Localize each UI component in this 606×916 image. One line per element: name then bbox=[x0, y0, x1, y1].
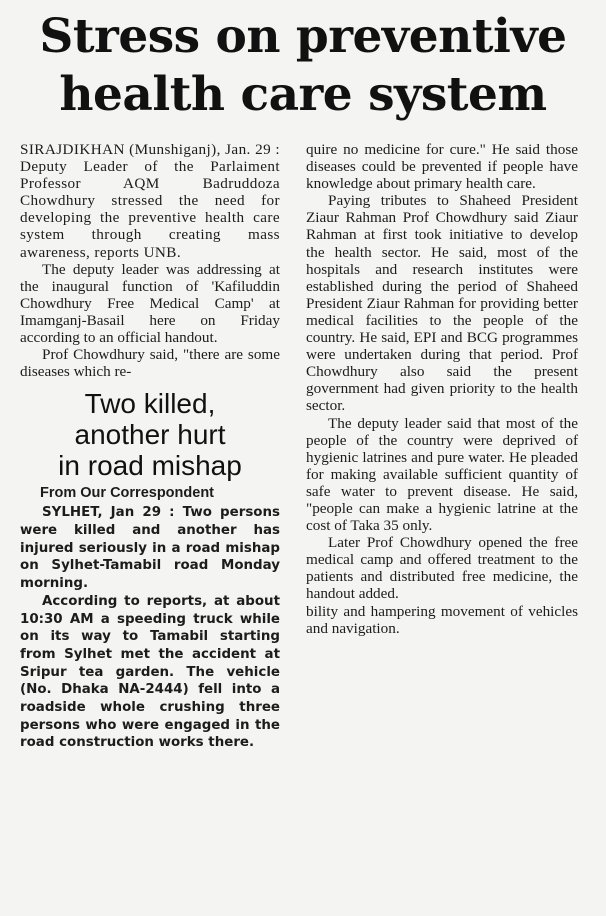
article-paragraph: Prof Chowdhury said, "there are some diseases which re- bbox=[20, 346, 280, 381]
second-headline-line-3: in road mishap bbox=[58, 450, 242, 482]
article-paragraph: SYLHET, Jan 29 : Two persons were killed and another has injured seriously in a road mishap on Sylhet-Tamabil road Monday morning. bbox=[20, 505, 280, 592]
article-paragraph: The deputy leader said that most of the people of the country were deprived of hygienic latrines and pure water. He pleaded for making available sufficient quantity of safe water to prevent disease. He said, "people can make a hygienic latrine at the cost of Taka 35 only. bbox=[306, 414, 578, 535]
article-paragraph: Paying tributes to Shaheed President Ziaur Rahman Prof Chowdhury said Ziaur Rahman at first took initiative to develop the health sector. He said, most of the hospitals and research institutes were established during the period of Shaheed President Ziaur Rahman for providing better medical facilities to the people of the country. He said, EPI and BCG programmes were undertaken during that period. Prof Chowdhury also said the present government had given priority to the health sector. bbox=[306, 192, 578, 415]
article-paragraph: According to reports, at about 10:30 AM a speeding truck while on its way to Tamabil starting from Sylhet met the accident at Sripur tea garden. The vehicle (No. Dhaka NA-2444) fell into a roadside whole crushing three persons who were engaged in the road construction works there. bbox=[20, 593, 280, 751]
second-story bbox=[20, 388, 280, 752]
byline: From Our Correspondent bbox=[40, 485, 215, 502]
article-paragraph: Later Prof Chowdhury opened the free medical camp and offered treatment to the patients and distributed free medicine, the handout added. bbox=[306, 534, 578, 603]
main-headline bbox=[4, 8, 602, 124]
article-paragraph: quire no medicine for cure." He said those diseases could be prevented if people have knowledge about primary health care. bbox=[306, 141, 578, 193]
main-headline-line-2: health care system bbox=[59, 67, 547, 122]
right-column bbox=[306, 141, 578, 637]
second-headline-line-2: another hurt bbox=[74, 419, 226, 451]
article-paragraph: bility and hampering movement of vehicles and navigation. bbox=[306, 602, 578, 637]
second-headline-line-1: Two killed, bbox=[84, 388, 216, 420]
second-story-headline bbox=[20, 388, 280, 481]
left-column bbox=[20, 141, 280, 752]
main-headline-line-1: Stress on preventive bbox=[39, 9, 567, 64]
article-paragraph: SIRAJDIKHAN (Munshiganj), Jan. 29 : Deputy Leader of the Parlaiment Professor AQM Badruddoza Chowdhury stressed the need for developing the preventive health care system through creating mass awareness, reports UNB. bbox=[20, 141, 280, 261]
article-paragraph: The deputy leader was addressing at the inaugural function of 'Kafiluddin Chowdhury Free Medical Camp' at Imamganj-Basail here on Friday according to an official handout. bbox=[20, 260, 280, 347]
